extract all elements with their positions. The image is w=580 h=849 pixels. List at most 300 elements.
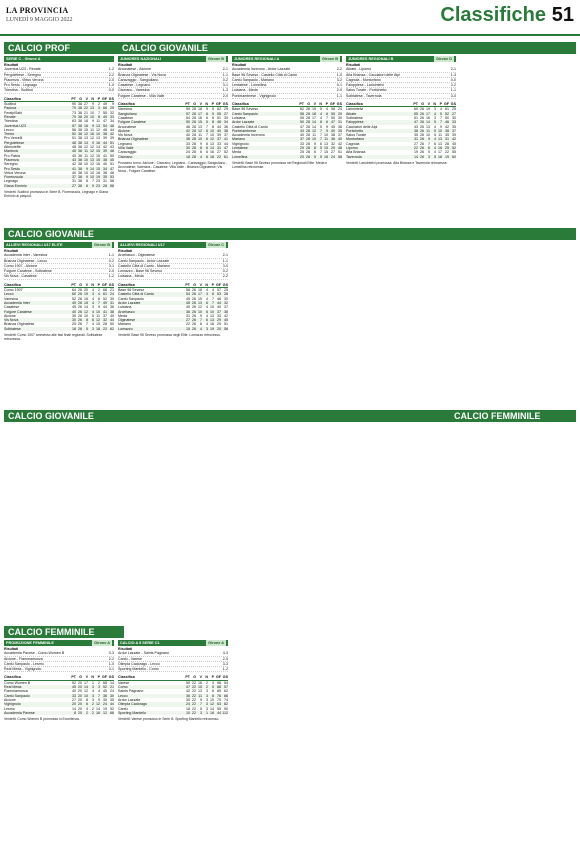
table-cell: 4 [206, 313, 208, 318]
match-teams: Accademia Inter - Varesina [4, 253, 48, 258]
table-cell: 45 [110, 157, 114, 162]
table-cell: 74 [224, 697, 228, 702]
table-cell: 38 [331, 133, 335, 138]
table-cell: 55 [217, 706, 221, 711]
match-score: 2-2 [450, 83, 456, 88]
group-tag: Girone A [208, 641, 224, 645]
newspaper-name: LA PROVINCIA [6, 6, 69, 15]
table-cell: 36 [186, 309, 190, 314]
table-cell: 10 [96, 132, 100, 137]
table-cell: 4 [206, 322, 208, 327]
box-title [4, 56, 114, 62]
table-cell: 38 [78, 153, 82, 158]
table-cell: 4 [92, 300, 94, 305]
table-cell: Vighignolo [232, 141, 249, 146]
table-cell: 26 [192, 309, 196, 314]
table-cell: 12 [90, 136, 94, 141]
table-cell: 17 [198, 292, 202, 297]
match-teams: Lomazzo - Base 96 Seveso [118, 269, 162, 274]
table-cell: 38 [414, 128, 418, 133]
table-cell: 4 [92, 309, 94, 314]
table-cell: 33 [217, 313, 221, 318]
section-bar-calcio-femminile-2: CALCIO FEMMINILE [4, 626, 124, 638]
table-cell: 43 [414, 124, 418, 129]
result-row [4, 274, 114, 279]
table-cell: 20 [84, 114, 88, 119]
table-cell: 17 [438, 150, 442, 155]
results-label: Risultati [118, 647, 133, 651]
table-cell: 38 [78, 170, 82, 175]
table-cell: 11 [324, 137, 328, 142]
table-cell: 30 [110, 296, 114, 301]
table-cell: 35 [110, 697, 114, 702]
table-cell: 25 [452, 107, 456, 112]
table-cell: Lecco [4, 292, 14, 297]
table-cell: 28 [192, 133, 196, 138]
table-cell: 3 [98, 685, 100, 690]
table-cell: 3 [206, 702, 208, 707]
column-header: V [427, 102, 430, 107]
table-cell: 26 [192, 313, 196, 318]
match-score: 0-2 [222, 77, 228, 82]
table-cell: 28 [306, 154, 310, 159]
column-header: V [85, 96, 88, 101]
result-row [118, 274, 228, 279]
column-header: V [199, 282, 202, 287]
column-header: V [85, 282, 88, 287]
group-tag: Girone A [94, 641, 110, 645]
table-cell: 58 [338, 154, 342, 159]
table-cell: Brianza Olginatese [118, 137, 149, 142]
table-cell: 12 [90, 153, 94, 158]
table-cell: Cantù Sanpaolo [118, 296, 144, 301]
table-cell: Salus Turate [346, 133, 367, 138]
column-header: P [211, 282, 214, 287]
table-cell: 15 [96, 166, 100, 171]
table-cell: 42 [110, 132, 114, 137]
table-cell: 4 [320, 115, 322, 120]
match-score: 1-0 [108, 83, 114, 88]
table-cell: 28 [103, 322, 107, 327]
table-cell: 5 [434, 120, 436, 125]
table-cell: 12 [96, 318, 100, 323]
column-header: GS [108, 282, 114, 287]
match-score: 2-1 [222, 253, 228, 258]
table-cell: 4 [326, 107, 328, 112]
table-cell: 6 [206, 150, 208, 155]
table-cell: 11 [84, 149, 88, 154]
column-header: PT [299, 102, 304, 107]
results-label: Risultati [4, 647, 19, 651]
table-cell: 15 [96, 149, 100, 154]
table-cell: 40 [72, 170, 76, 175]
box-note: Verdetti: Base 96 Seveso promossa nei Regionali Elite. Meda e Lomellina retrocesse. [232, 160, 328, 169]
table-cell: 14 [312, 120, 316, 125]
table-cell: 6 [434, 141, 436, 146]
table-cell: 18 [210, 154, 214, 159]
table-cell: 5 [86, 326, 88, 331]
competition-name: ALLIEVI REGIONALI U17 [120, 243, 165, 247]
table-cell: 29 [300, 146, 304, 151]
table-cell: 48 [72, 145, 76, 150]
table-cell: 32 [331, 141, 335, 146]
table-cell: 9 [92, 123, 94, 128]
table-cell: 44 [224, 141, 228, 146]
table-cell: 58 [186, 288, 190, 293]
table-cell: 28 [103, 183, 107, 188]
table-cell: 50 [300, 120, 304, 125]
table-cell: Cantù [118, 706, 128, 711]
match-teams: Albate - Lipomo [346, 67, 372, 72]
table-cell: 8 [200, 146, 202, 151]
table-cell: 30 [186, 697, 190, 702]
table-cell: 10 [90, 110, 94, 115]
table-cell: 11 [96, 313, 100, 318]
table-cell: Pro Sesto [4, 166, 20, 171]
column-header: GF [102, 675, 107, 680]
match-score: 1-2 [108, 67, 114, 72]
table-cell: Trento [4, 132, 15, 137]
table-cell: 4 [92, 288, 94, 293]
table-cell: 45 [72, 685, 76, 690]
table-cell: 35 [452, 124, 456, 129]
table-cell: 43 [110, 145, 114, 150]
table-cell: 10 [198, 309, 202, 314]
table-cell: 6 [206, 141, 208, 146]
table-cell: 24 [186, 702, 190, 707]
table-cell: 90 [72, 102, 76, 107]
table-cell: 6 [206, 146, 208, 151]
table-cell: 6 [326, 111, 328, 116]
table-cell: 11 [96, 119, 100, 124]
table-cell: 29 [224, 107, 228, 112]
table-row [346, 155, 456, 159]
table-cell: 7 [98, 693, 100, 698]
table-cell: 11 [198, 133, 202, 138]
column-header: P [97, 96, 100, 101]
table-cell: 20 [78, 680, 82, 685]
table-cell: 62 [217, 107, 221, 112]
match-teams: Real Meda - Vighignolo [4, 667, 42, 672]
match-score: 1-1 [222, 72, 228, 77]
table-cell: 42 [186, 128, 190, 133]
table-cell: 7 [98, 300, 100, 305]
table-cell: 36 [103, 693, 107, 698]
table-cell: 16 [426, 115, 430, 120]
table-cell: 49 [103, 300, 107, 305]
table-cell: 26 [78, 305, 82, 310]
table-cell: 36 [103, 170, 107, 175]
table-cell: 19 [103, 706, 107, 711]
result-row [4, 667, 114, 672]
table-cell: 7 [200, 318, 202, 323]
table-cell: 12 [210, 702, 214, 707]
match-teams: Castello Città di Cantù - Mariano [118, 263, 170, 268]
table-cell: 22 [445, 150, 449, 155]
column-header: P [97, 282, 100, 287]
table-cell: 47 [300, 124, 304, 129]
table-cell: 38 [78, 110, 82, 115]
table-cell: 31 [338, 120, 342, 125]
table-cell: Castello Città di Cantù [118, 292, 154, 297]
table-cell: Varesina [118, 107, 132, 112]
table-cell: 7 [428, 141, 430, 146]
table-cell: 8 [212, 124, 214, 129]
match-teams: Solbiatese - Tavernola [346, 93, 382, 98]
table-cell: 6 [428, 146, 430, 151]
table-cell: 6 [92, 318, 94, 323]
table-cell: Seregno [4, 162, 18, 167]
table-cell: 61 [103, 292, 107, 297]
results-label: Risultati [4, 249, 19, 253]
column-header: N [205, 282, 208, 287]
table-cell: 18 [186, 706, 190, 711]
table-cell: 10 [96, 309, 100, 314]
table-cell: Varesina [4, 296, 18, 301]
table-cell: 112 [222, 710, 228, 715]
table-cell: Lesmo [4, 706, 15, 711]
table-cell: 28 [192, 146, 196, 151]
table-cell: 7 [200, 702, 202, 707]
table-cell: 47 [186, 685, 190, 690]
table-cell: 3 [206, 706, 208, 711]
table-cell: Sudtirol [4, 102, 17, 107]
table-cell: 26 [420, 154, 424, 159]
match-score: 2-2 [222, 274, 228, 279]
column-header: G [193, 282, 196, 287]
column-header: PT [185, 102, 190, 107]
match-score: 3-0 [450, 93, 456, 98]
table-cell: 15 [324, 146, 328, 151]
box-title [346, 56, 456, 62]
table-cell: 26 [192, 300, 196, 305]
table-cell: 33 [72, 693, 76, 698]
table-cell: 28 [306, 128, 310, 133]
match-score: 2-2 [336, 67, 342, 72]
table-cell: 20 [78, 685, 82, 690]
table-cell: 40 [338, 137, 342, 142]
table-cell: 26 [78, 313, 82, 318]
table-cell: 26 [78, 309, 82, 314]
table-cell: 22 [192, 706, 196, 711]
table-cell: 12 [84, 689, 88, 694]
table-cell: 2 [98, 102, 100, 107]
table-cell: Villa Valle [118, 146, 134, 151]
table-cell: 7 [206, 124, 208, 129]
table-cell: 9 [92, 102, 94, 107]
standings-table [118, 283, 228, 331]
table-cell: 30 [186, 146, 190, 151]
match-teams: Cagnola - Montorfano [346, 77, 381, 82]
table-cell: 8 [212, 693, 214, 698]
table-cell: 3 [98, 106, 100, 111]
standings-box [118, 56, 228, 226]
match-teams: Sporting Mantello - Como [118, 667, 159, 672]
table-cell: 26 [192, 296, 196, 301]
table-cell: 3 [92, 292, 94, 297]
table-cell: 20 [217, 326, 221, 331]
table-cell: Casatese [118, 115, 134, 120]
column-header: GS [336, 102, 342, 107]
table-cell: 38 [78, 157, 82, 162]
table-cell: 27 [217, 150, 221, 155]
result-row [118, 667, 228, 672]
match-score: 1-1 [336, 93, 342, 98]
table-cell: 15 [84, 127, 88, 132]
table-cell: 23 [96, 179, 100, 184]
match-teams: Cantù Sanpaolo - Mariano [232, 77, 274, 82]
column-header: G [421, 102, 424, 107]
table-cell: 35 [414, 133, 418, 138]
table-cell: 16 [96, 162, 100, 167]
table-cell: 16 [198, 115, 202, 120]
table-cell: 22 [192, 693, 196, 698]
table-cell: 2 [206, 685, 208, 690]
table-cell: 50 [186, 120, 190, 125]
table-cell: Arcellasco [118, 309, 135, 314]
table-cell: 8 [86, 318, 88, 323]
table-cell: 51 [217, 115, 221, 120]
group-tag: Girone B [207, 57, 224, 61]
table-cell: 36 [224, 124, 228, 129]
table-cell: 49 [103, 114, 107, 119]
table-cell: 48 [110, 149, 114, 154]
table-cell: 26 [78, 300, 82, 305]
table-cell: 30 [338, 115, 342, 120]
table-cell: 45 [452, 141, 456, 146]
standings-box [118, 640, 228, 840]
table-cell: 59 [186, 107, 190, 112]
table-cell: 90 [224, 706, 228, 711]
table-cell: 24 [110, 292, 114, 297]
table-cell: 13 [210, 141, 214, 146]
column-header: G [307, 102, 310, 107]
column-header: N [91, 675, 94, 680]
table-cell: 38 [78, 132, 82, 137]
table-cell: 4 [320, 111, 322, 116]
table-cell: 3 [428, 154, 430, 159]
table-cell: 26 [420, 150, 424, 155]
table-cell: 17 [312, 115, 316, 120]
table-cell: 19 [210, 326, 214, 331]
table-cell: 44 [110, 702, 114, 707]
table-cell: 28 [224, 292, 228, 297]
table-cell: 27 [72, 183, 76, 188]
match-teams: Folgore Caratese - Villa Valle [118, 93, 165, 98]
column-header: GS [222, 282, 228, 287]
column-header: G [79, 96, 82, 101]
group-tag: Girone D [435, 57, 452, 61]
table-cell: 13 [426, 124, 430, 129]
match-teams: Salus Turate - Portichetto [346, 88, 387, 93]
table-cell: 3 [92, 305, 94, 310]
table-cell: 26 [78, 322, 82, 327]
table-cell: 48 [217, 120, 221, 125]
table-cell: 7 [320, 128, 322, 133]
column-header: P [97, 675, 100, 680]
table-cell: 26 [420, 141, 424, 146]
match-score: 2-0 [336, 88, 342, 93]
column-header: Classifica [4, 282, 21, 287]
table-cell: 16 [84, 123, 88, 128]
table-cell: 32 [224, 300, 228, 305]
table-cell: 4 [92, 689, 94, 694]
table-cell: Pergolettese [4, 140, 25, 145]
table-cell: 4 [212, 680, 214, 685]
match-teams: Luisiana - Meda [118, 274, 144, 279]
match-teams: Lentatese - Lomellina [232, 83, 267, 88]
table-cell: 10 [84, 313, 88, 318]
table-cell: 41 [72, 166, 76, 171]
standings-box [4, 640, 114, 840]
table-cell: 36 [110, 305, 114, 310]
table-cell: 44 [110, 318, 114, 323]
table-cell: 12 [210, 137, 214, 142]
table-cell: 15 [198, 120, 202, 125]
table-cell: 10 [426, 133, 430, 138]
table-cell: 8 [86, 697, 88, 702]
table-cell: Fiammamonza [4, 689, 28, 694]
table-cell: 18 [72, 326, 76, 331]
table-cell: 14 [414, 154, 418, 159]
box-title [232, 56, 342, 62]
table-cell: Cacciatori delle Alpi [346, 124, 378, 129]
table-cell: 57 [186, 111, 190, 116]
table-cell: 44 [217, 710, 221, 715]
table-cell: 37 [224, 305, 228, 310]
table-cell: 20 [78, 697, 82, 702]
results-label: Risultati [232, 63, 247, 67]
table-cell: 26 [420, 107, 424, 112]
match-teams: Pontelambrese - Vighignolo [232, 93, 277, 98]
table-cell: 26 [192, 292, 196, 297]
match-score: 2-2 [108, 656, 114, 661]
table-cell: 38 [78, 136, 82, 141]
table-cell: 11 [438, 133, 442, 138]
table-cell: 62 [224, 689, 228, 694]
column-header: GS [108, 675, 114, 680]
table-cell: Legnano [118, 141, 132, 146]
match-teams: Pergolettese - Seregno [4, 72, 41, 77]
table-cell: 2 [98, 680, 100, 685]
table-cell: 42 [445, 124, 449, 129]
table-cell: 61 [224, 154, 228, 159]
table-cell: 43 [300, 128, 304, 133]
table-cell: 58 [110, 183, 114, 188]
result-row [4, 88, 114, 93]
column-header: Classifica [4, 675, 21, 680]
table-cell: 36 [186, 137, 190, 142]
table-cell: 1 [206, 710, 208, 715]
match-teams: Base 96 Seveso - Castello Città di Cantù [232, 72, 298, 77]
match-teams: Arcellasco - Olginatese [118, 253, 155, 258]
table-cell: 10 [312, 137, 316, 142]
table-cell: 4 [206, 305, 208, 310]
table-cell: 60 [72, 292, 76, 297]
table-cell: 16 [438, 146, 442, 151]
table-cell: 5 [320, 146, 322, 151]
column-header: P [325, 102, 328, 107]
table-row [118, 327, 228, 331]
table-cell: 28 [306, 115, 310, 120]
table-cell: 51 [110, 140, 114, 145]
table-cell: 41 [224, 137, 228, 142]
table-cell: 5 [434, 128, 436, 133]
table-cell: 19 [414, 150, 418, 155]
table-cell: 63 [72, 119, 76, 124]
table-cell: 26 [78, 296, 82, 301]
table-cell: 10 [210, 128, 214, 133]
